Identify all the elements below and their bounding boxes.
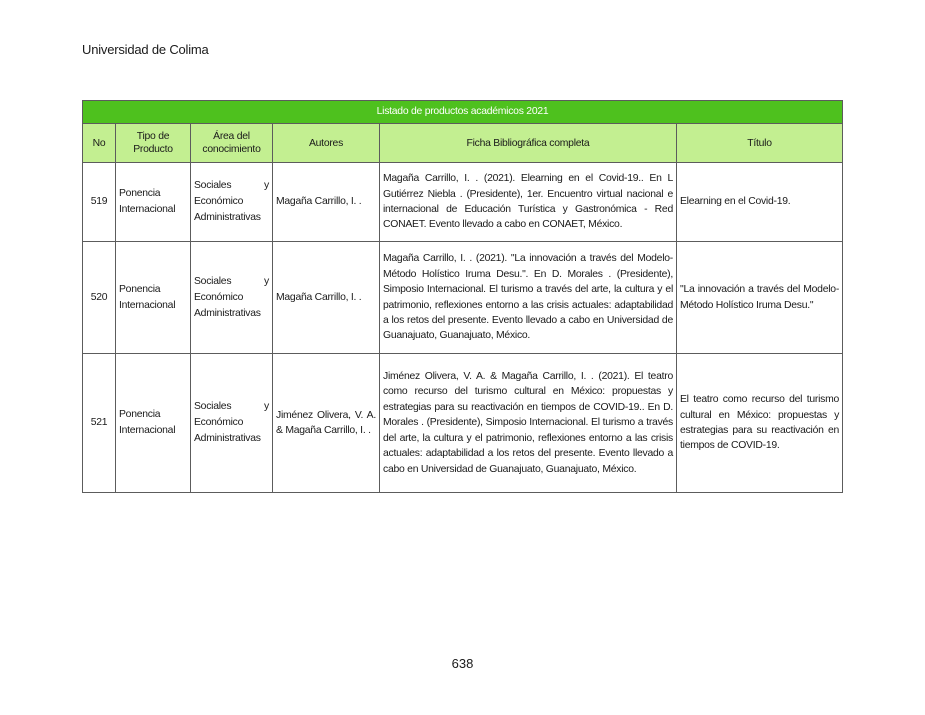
column-header-tipo: Tipo de Producto (116, 124, 191, 163)
academic-products-table (82, 100, 843, 493)
table-header-row (83, 124, 843, 163)
cell-ficha: Jiménez Olivera, V. A. & Magaña Carrillo, I. . (2021). El teatro como recurso del turismo cultural en México: propuestas y estrategias para su reactivación en tiempos de COVID-19.. En D. Morales . (Presidente), Simposio Internacional. El turismo a través del arte, la cultura y el patrimonio, reflexiones entorno a las crisis actuales: adaptabilidad a los retos del presente. Evento llevado a cabo en Universidad de Guanajuato, Guanajuato, México. (380, 354, 677, 493)
cell-tipo: Ponencia Internacional (116, 354, 191, 493)
cell-autores: Jiménez Olivera, V. A. & Magaña Carrillo, I. . (273, 354, 380, 493)
column-header-area: Área del conocimiento (191, 124, 273, 163)
cell-no: 521 (83, 354, 116, 493)
cell-area: Sociales y Económico Administrativas (191, 163, 273, 242)
cell-titulo: "La innovación a través del Modelo-Método Holístico Iruma Desu." (677, 242, 843, 354)
page-number: 638 (451, 656, 474, 671)
column-header-ficha: Ficha Bibliográfica completa (380, 124, 677, 163)
document-header: Universidad de Colima (82, 42, 209, 57)
cell-autores: Magaña Carrillo, I. . (273, 163, 380, 242)
column-header-autores: Autores (273, 124, 380, 163)
cell-no: 520 (83, 242, 116, 354)
table-row (83, 163, 843, 242)
cell-titulo: El teatro como recurso del turismo cultural en México: propuestas y estrategias para su reactivación en tiempos de COVID-19. (677, 354, 843, 493)
column-header-no: No (83, 124, 116, 163)
cell-tipo: Ponencia Internacional (116, 242, 191, 354)
cell-titulo: Elearning en el Covid-19. (677, 163, 843, 242)
table-row (83, 242, 843, 354)
cell-tipo: Ponencia Internacional (116, 163, 191, 242)
cell-autores: Magaña Carrillo, I. . (273, 242, 380, 354)
table-title: Listado de productos académicos 2021 (83, 101, 843, 124)
table-row (83, 354, 843, 493)
cell-area: Sociales y Económico Administrativas (191, 354, 273, 493)
cell-ficha: Magaña Carrillo, I. . (2021). Elearning en el Covid-19.. En L Gutiérrez Niebla . (Presidente), 1er. Encuentro virtual nacional e internacional de Educación Turística y Gastronómica - Red CONAET. Evento llevado a cabo en CONAET, México. (380, 163, 677, 242)
cell-area: Sociales y Económico Administrativas (191, 242, 273, 354)
cell-ficha: Magaña Carrillo, I. . (2021). "La innovación a través del Modelo-Método Holístico Iruma Desu.". En D. Morales . (Presidente), Simposio Internacional. El turismo a través del arte, la cultura y el patrimonio, reflexiones entorno a las crisis actuales: adaptabilidad a los retos del presente. Evento llevado a cabo en Universidad de Guanajuato, Guanajuato, México. (380, 242, 677, 354)
table-title-row (83, 101, 843, 124)
cell-no: 519 (83, 163, 116, 242)
column-header-titulo: Título (677, 124, 843, 163)
